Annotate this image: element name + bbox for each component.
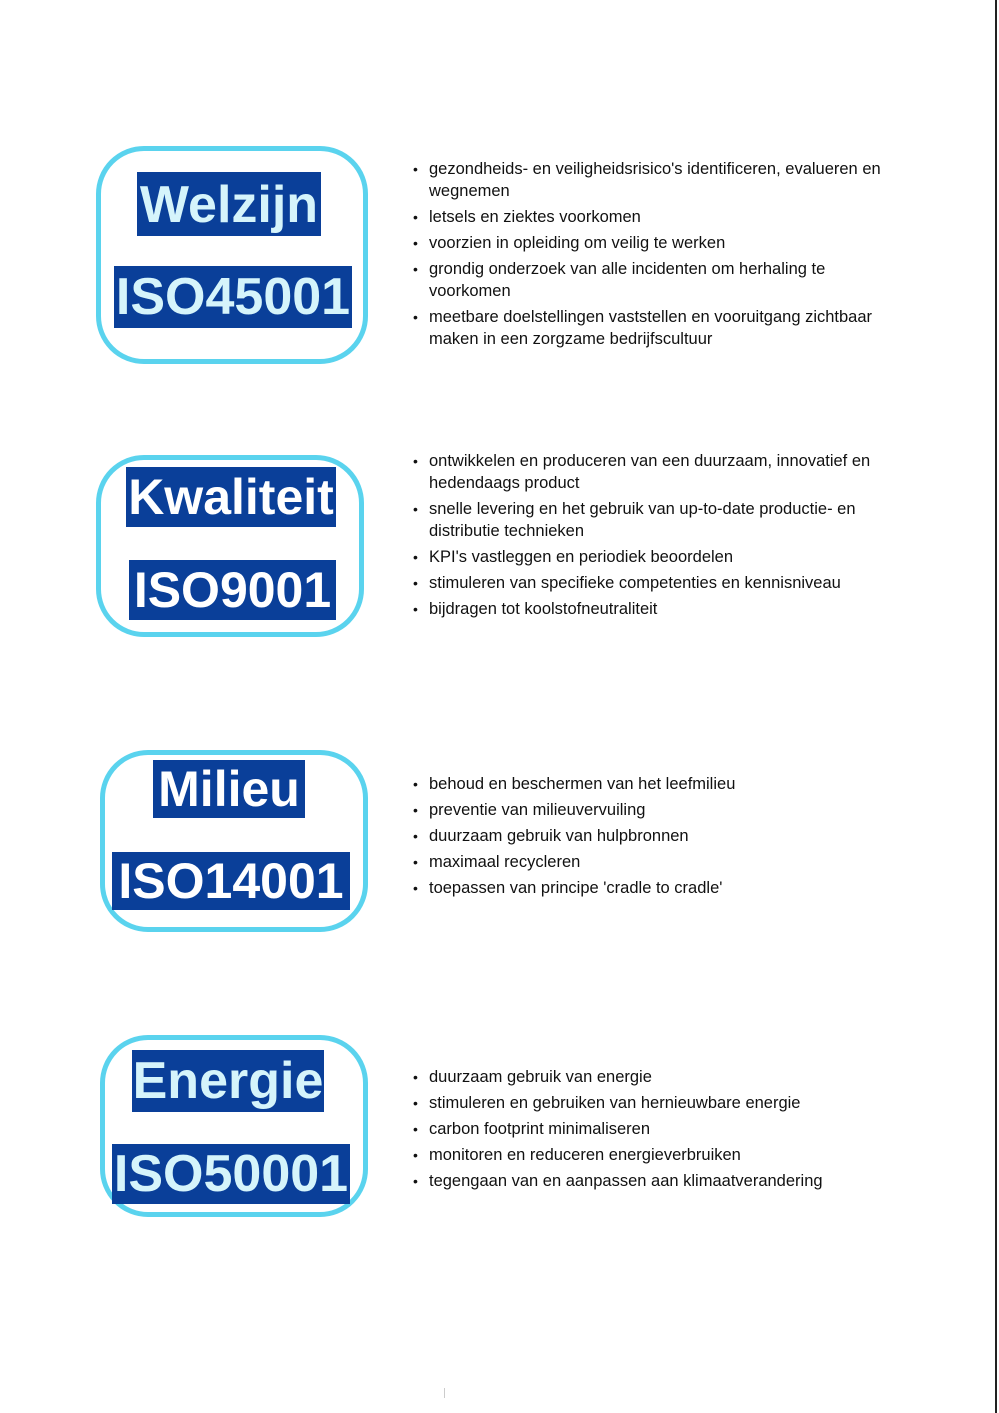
list-item: • stimuleren en gebruiken van hernieuwbare energie <box>413 1094 801 1112</box>
bullet-list-milieu <box>412 773 892 903</box>
bullet-list-welzijn <box>412 158 892 354</box>
list-item: • bijdragen tot koolstofneutraliteit <box>413 600 658 618</box>
bullet-icon: • <box>413 776 418 792</box>
section-title-kwaliteit: Kwaliteit <box>126 467 336 527</box>
list-item: • ontwikkelen en produceren van een duurzaam, innovatief en hedendaags product <box>413 452 871 492</box>
bullet-icon: • <box>413 575 418 591</box>
list-item: • gezondheids- en veiligheidsrisico's identificeren, evalueren en wegnemen <box>413 160 881 200</box>
bullet-icon: • <box>413 601 418 617</box>
bullet-icon: • <box>413 453 418 469</box>
list-item: • duurzaam gebruik van hulpbronnen <box>413 827 689 845</box>
standard-label-iso14001: ISO14001 <box>112 852 350 910</box>
bullet-icon: • <box>413 1147 418 1163</box>
bullet-icon: • <box>413 1095 418 1111</box>
standard-label-iso9001: ISO9001 <box>129 560 336 620</box>
bullet-list-kwaliteit <box>412 450 892 624</box>
list-item: • tegengaan van en aanpassen aan klimaatverandering <box>413 1172 823 1190</box>
list-item: • duurzaam gebruik van energie <box>413 1068 652 1086</box>
page-footer-mark <box>444 1388 445 1398</box>
bullet-icon: • <box>413 309 418 325</box>
list-item: • voorzien in opleiding om veilig te werken <box>413 234 726 252</box>
bullet-icon: • <box>413 1173 418 1189</box>
bullet-icon: • <box>413 854 418 870</box>
bullet-icon: • <box>413 209 418 225</box>
list-item: • monitoren en reduceren energieverbruiken <box>413 1146 741 1164</box>
list-item: • letsels en ziektes voorkomen <box>413 208 641 226</box>
list-item: • maximaal recycleren <box>413 853 581 871</box>
bullet-icon: • <box>413 161 418 177</box>
list-item: • grondig onderzoek van alle incidenten om herhaling te voorkomen <box>413 260 826 300</box>
list-item: • carbon footprint minimaliseren <box>413 1120 651 1138</box>
list-item: • snelle levering en het gebruik van up-to-date productie- en distributie technieken <box>413 500 856 540</box>
bullet-list-energie <box>412 1066 892 1196</box>
list-item: • meetbare doelstellingen vaststellen en vooruitgang zichtbaar maken in een zorgzame bedrijfscultuur <box>413 308 873 348</box>
list-item: • KPI's vastleggen en periodiek beoordelen <box>413 548 734 566</box>
list-item: • behoud en beschermen van het leefmilieu <box>413 775 736 793</box>
bullet-icon: • <box>413 880 418 896</box>
bullet-icon: • <box>413 261 418 277</box>
bullet-icon: • <box>413 802 418 818</box>
bullet-icon: • <box>413 235 418 251</box>
section-title-welzijn: Welzijn <box>137 172 321 236</box>
standard-label-iso50001: ISO50001 <box>113 1145 349 1203</box>
list-item: • stimuleren van specifieke competenties en kennisniveau <box>413 574 841 592</box>
bullet-icon: • <box>413 828 418 844</box>
standard-label-iso45001: ISO45001 <box>115 268 351 326</box>
bullet-icon: • <box>413 501 418 517</box>
section-title-milieu: Milieu <box>153 760 305 818</box>
section-title-energie: Energie <box>132 1052 324 1110</box>
list-item: • toepassen van principe 'cradle to cradle' <box>413 879 723 897</box>
list-item: • preventie van milieuvervuiling <box>413 801 646 819</box>
bullet-icon: • <box>413 1121 418 1137</box>
page-edge-line <box>995 0 997 1413</box>
bullet-icon: • <box>413 549 418 565</box>
bullet-icon: • <box>413 1069 418 1085</box>
